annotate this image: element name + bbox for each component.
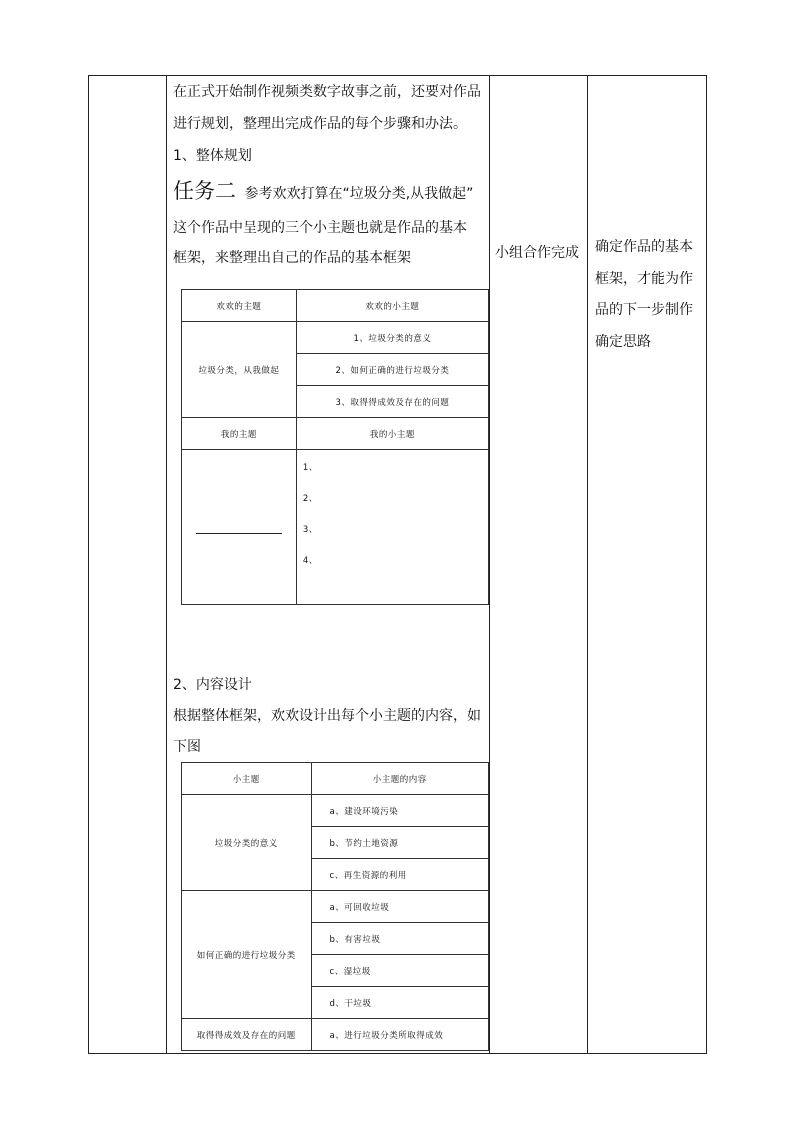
framework-table (181, 289, 489, 605)
content-line-2: 下图 (173, 739, 201, 755)
content-line-1: 根据整体框架，欢欢设计出每个小主题的内容，如 (173, 708, 481, 724)
table1-my-items-cell (296, 450, 488, 605)
task-line-3: 框架，来整理出自己的作品的基本框架 (173, 250, 411, 266)
task-title: 任务二 (173, 179, 236, 203)
blank-underline (196, 532, 282, 534)
table2-header-sub: 小主题 (182, 763, 312, 795)
table2-item: c、再生资源的利用 (311, 859, 488, 891)
table2-item: d、干垃圾 (311, 987, 488, 1019)
frame-top-border (88, 75, 707, 76)
column-divider-3 (587, 75, 588, 1054)
content-table (181, 762, 489, 1051)
intro-line-2: 进行规划，整理出完成作品的每个步骤和办法。 (173, 116, 467, 132)
section1-heading: 1、整体规划 (173, 148, 252, 164)
table2-item: a、建设环境污染 (311, 795, 488, 827)
task-line-2: 这个作品中呈现的三个小主题也就是作品的基本 (173, 220, 467, 236)
table2-item: b、节约土地资源 (311, 827, 488, 859)
table1-header-theme: 欢欢的主题 (182, 290, 297, 322)
table1-my-header-theme: 我的主题 (182, 418, 297, 450)
table2-header-content: 小主题的内容 (311, 763, 488, 795)
frame-right-border (706, 75, 707, 1054)
task-line-1: 参考欢欢打算在“垃圾分类,从我做起” (244, 186, 474, 202)
frame-left-border (88, 75, 89, 1054)
table1-theme-cell: 垃圾分类，从我做起 (182, 322, 297, 418)
intro-line-1: 在正式开始制作视频类数字故事之前，还要对作品 (173, 84, 481, 100)
table1-subtheme-2: 2、如何正确的进行垃圾分类 (296, 354, 488, 386)
column-divider-2 (489, 75, 490, 1054)
table2-item: c、湿垃圾 (311, 955, 488, 987)
table2-group-3: 取得得成效及存在的问题 (182, 1019, 312, 1051)
table2-group-1: 垃圾分类的意义 (182, 795, 312, 891)
table2-item: a、进行垃圾分类所取得成效 (311, 1019, 488, 1051)
right-line-3: 品的下一步制作 (595, 302, 693, 318)
task-line (173, 181, 473, 202)
section2-heading: 2、内容设计 (173, 677, 252, 693)
my-item-4: 4、 (302, 556, 318, 566)
my-item-3: 3、 (302, 525, 318, 535)
table1-header-subthemes: 欢欢的小主题 (296, 290, 488, 322)
table1-subtheme-1: 1、垃圾分类的意义 (296, 322, 488, 354)
my-item-1: 1、 (302, 463, 318, 473)
frame-bottom-border (88, 1053, 707, 1054)
middle-column-text: 小组合作完成 (495, 245, 579, 261)
table1-subtheme-3: 3、取得得成效及存在的问题 (296, 386, 488, 418)
right-line-1: 确定作品的基本 (595, 239, 693, 255)
table2-item: a、可回收垃圾 (311, 891, 488, 923)
table2-group-2: 如何正确的进行垃圾分类 (182, 891, 312, 1019)
right-line-4: 确定思路 (595, 334, 651, 350)
right-line-2: 框架，才能为作 (595, 271, 693, 287)
table1-my-theme-blank (182, 450, 297, 605)
table2-item: b、有害垃圾 (311, 923, 488, 955)
table1-my-header-subthemes: 我的小主题 (296, 418, 488, 450)
my-item-2: 2、 (302, 494, 318, 504)
column-divider-1 (166, 75, 167, 1054)
